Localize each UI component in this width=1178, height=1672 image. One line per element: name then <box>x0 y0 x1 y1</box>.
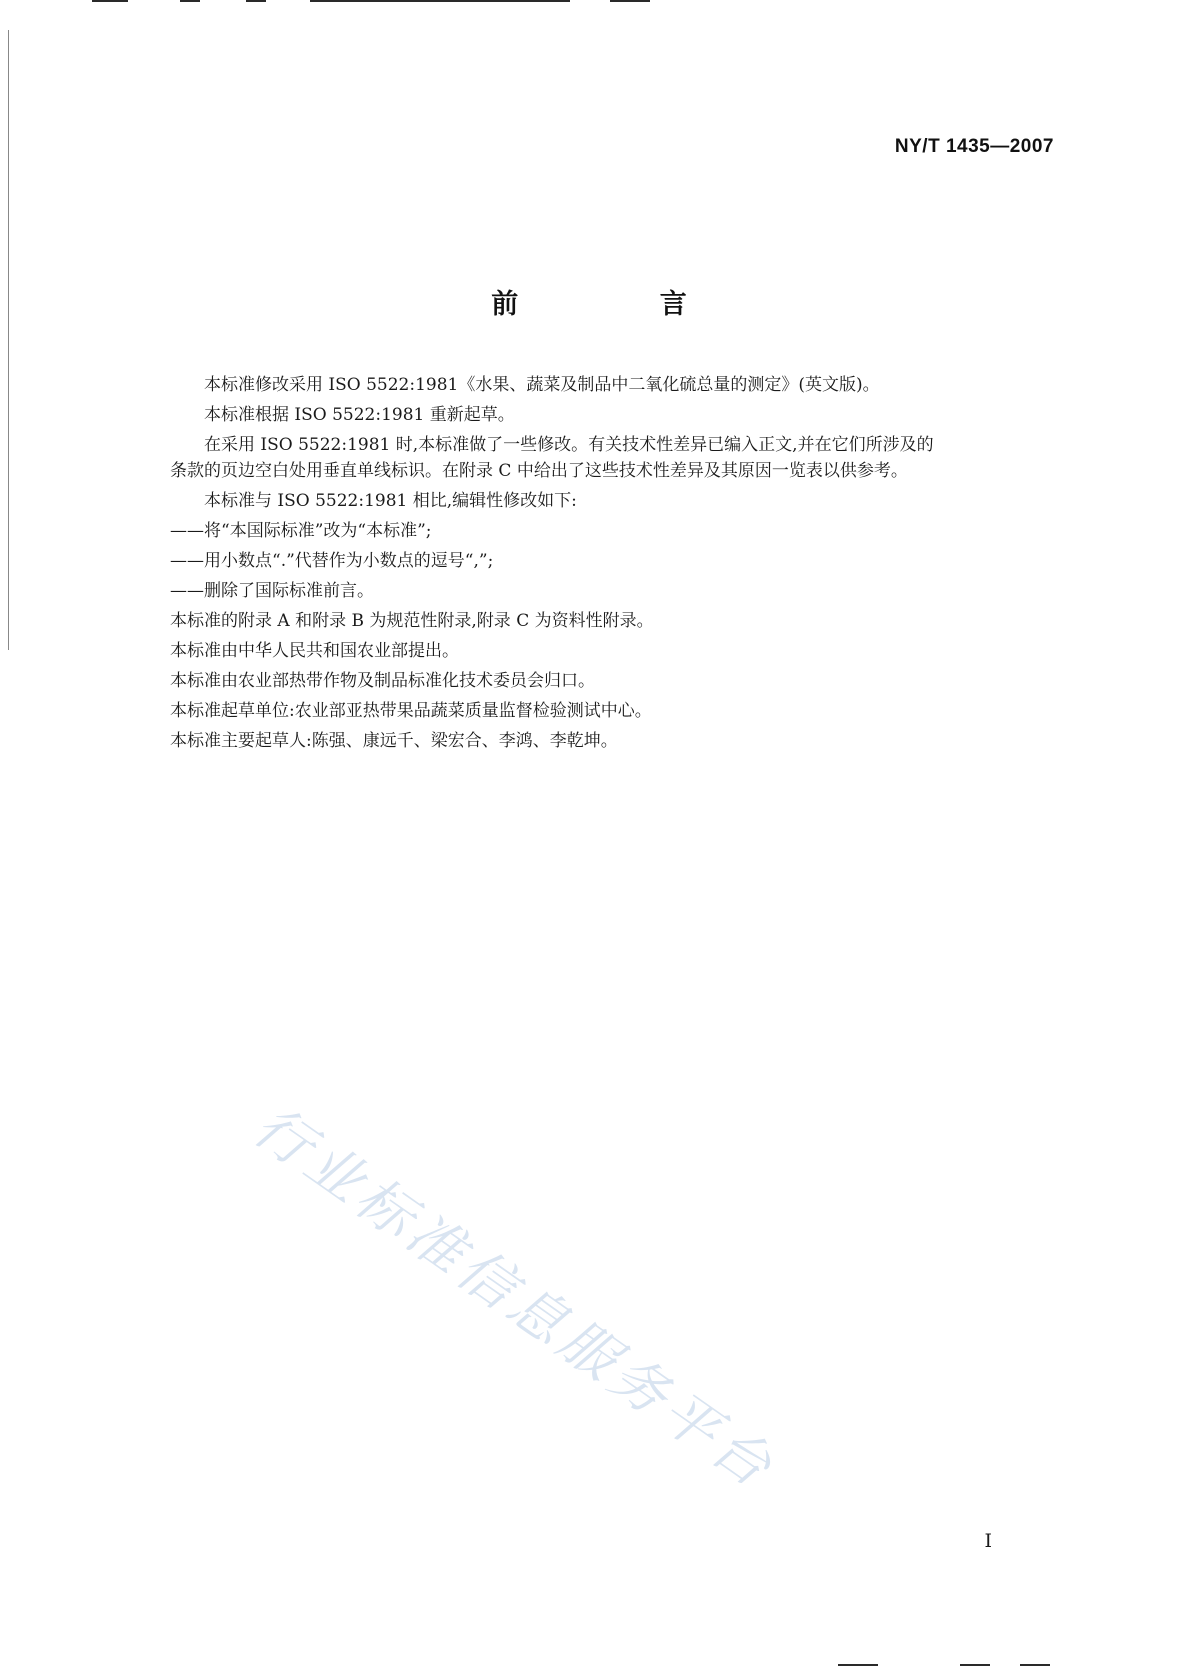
scan-artifact-left-edge <box>8 30 9 650</box>
watermark: 行业标准信息服务平台 <box>241 1093 787 1503</box>
page-number: I <box>984 1530 992 1552</box>
foreword-body <box>170 372 1060 758</box>
page-title: 前 言 <box>491 289 753 320</box>
paragraph: 本标准修改采用 ISO 5522:1981《水果、蔬菜及制品中二氧化硫总量的测定》(英文版)。 <box>204 375 880 395</box>
paragraph: 本标准起草单位:农业部亚热带果品蔬菜质量监督检验测试中心。 <box>170 701 652 721</box>
paragraph: 本标准根据 ISO 5522:1981 重新起草。 <box>204 405 515 425</box>
standard-code: NY/T 1435—2007 <box>894 136 1054 157</box>
paragraph: 在采用 ISO 5522:1981 时,本标准做了一些修改。有关技术性差异已编入正文,并在它们所涉及的 <box>204 435 934 455</box>
paragraph: 本标准由中华人民共和国农业部提出。 <box>170 641 459 661</box>
scan-artifact-top <box>92 0 128 2</box>
paragraph: 本标准主要起草人:陈强、康远千、梁宏合、李鸿、李乾坤。 <box>170 731 618 751</box>
scan-artifact-top <box>610 0 650 2</box>
scan-artifact-bottom <box>838 1664 878 1666</box>
paragraph-continuation: 条款的页边空白处用垂直单线标识。在附录 C 中给出了这些技术性差异及其原因一览表以供参考。 <box>170 461 908 481</box>
paragraph: 本标准由农业部热带作物及制品标准化技术委员会归口。 <box>170 671 595 691</box>
list-item: ——删除了国际标准前言。 <box>170 581 374 601</box>
scan-artifact-bottom <box>960 1664 990 1666</box>
paragraph: 本标准的附录 A 和附录 B 为规范性附录,附录 C 为资料性附录。 <box>170 611 654 631</box>
scan-artifact-top <box>180 0 200 2</box>
paragraph: 本标准与 ISO 5522:1981 相比,编辑性修改如下: <box>204 491 577 511</box>
scan-artifact-top <box>310 0 570 2</box>
list-item: ——将“本国际标准”改为“本标准”; <box>170 521 432 541</box>
scan-artifact-bottom <box>1020 1664 1050 1666</box>
list-item: ——用小数点“.”代替作为小数点的逗号“,”; <box>170 551 494 571</box>
scan-artifact-top <box>246 0 266 2</box>
